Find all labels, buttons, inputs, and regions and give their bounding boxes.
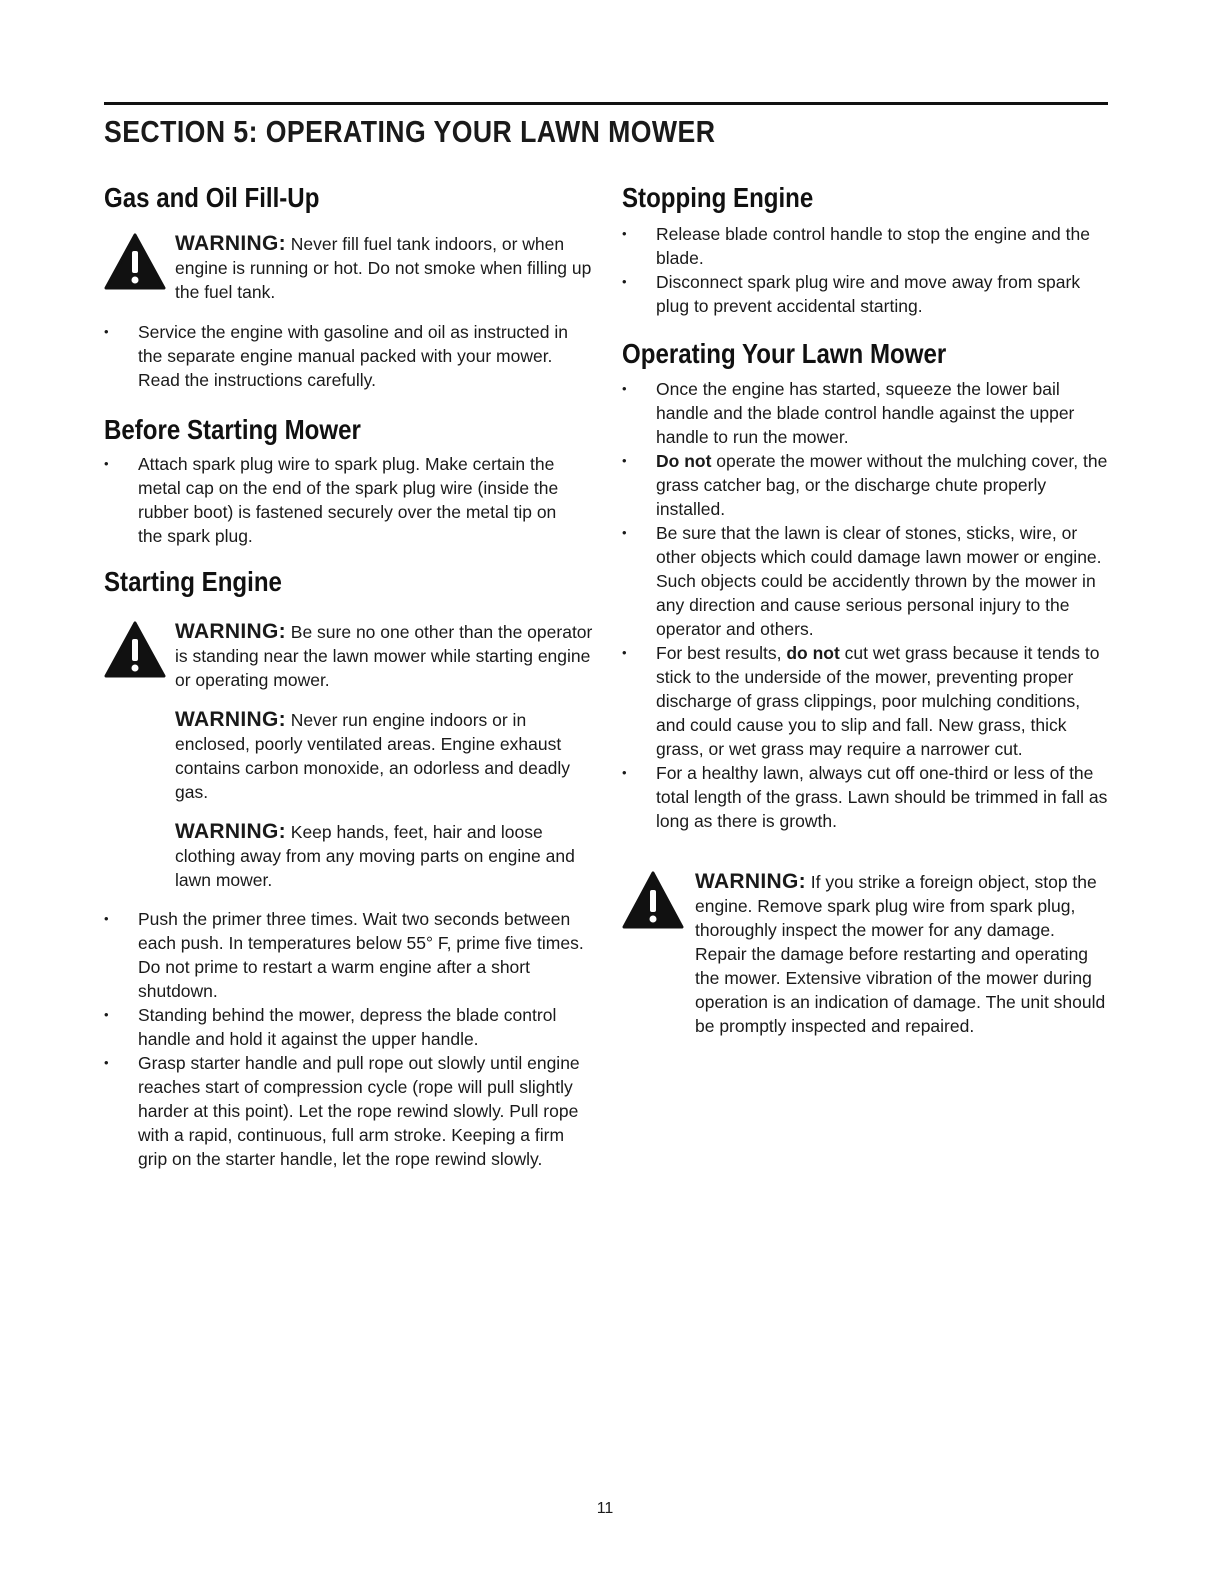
list-item: • Once the engine has started, squeeze the lower bail handle and the blade control handle against the upper handle to run the mower. [622,377,1108,449]
gas-oil-list [104,320,568,392]
warning-text: Keep hands, feet, hair and loose clothing away from any moving parts on engine and lawn mower. [175,822,575,890]
warning-label: WARNING: [175,708,286,731]
warning-triangle-icon [622,870,684,930]
starting-warning-2 [175,708,585,804]
list-item-text: cut wet grass because it tends to stick to the underside of the mower, preventing proper discharge of grass clippings, poor mulching conditions, and could cause you to slip and fall. New grass, thick grass, or wet grass may require a narrower cut. [656,643,1100,759]
gas-oil-heading: Gas and Oil Fill-Up [104,182,320,213]
operating-heading: Operating Your Lawn Mower [622,338,947,369]
operating-list [622,377,1108,833]
warning-triangle-icon [104,620,166,678]
warning-text: Never run engine indoors or in enclosed, poorly ventilated areas. Engine exhaust contains carbon monoxide, an odorless and deadly gas. [175,710,570,802]
starting-engine-heading: Starting Engine [104,566,282,597]
before-starting-heading: Before Starting Mower [104,414,361,445]
stopping-engine-list [622,222,1092,318]
warning-text: Never fill fuel tank indoors, or when engine is running or hot. Do not smoke when filling up the fuel tank. [175,234,592,302]
warning-label: WARNING: [175,620,286,643]
list-item: • Attach spark plug wire to spark plug. Make certain the metal cap on the end of the spark plug wire (inside the rubber boot) is fastened securely over the metal tip on the spark plug. [104,452,584,548]
warning-text: Be sure no one other than the operator is standing near the lawn mower while starting engine or operating mower. [175,622,593,690]
top-rule [104,102,1108,105]
list-item: • Standing behind the mower, depress the blade control handle and hold it against the upper handle. [104,1003,590,1051]
warning-label: WARNING: [175,820,286,843]
list-item [622,449,1108,521]
list-item: • Be sure that the lawn is clear of stones, sticks, wire, or other objects which could damage lawn mower or engine. Such objects could be accidently thrown by the mower in any direction and cause serious personal injury to the operator and others. [622,521,1108,641]
page-number: 11 [596,1500,614,1517]
operating-warning [695,870,1109,1038]
list-item: • Push the primer three times. Wait two seconds between each push. In temperatures below 55° F, prime five times. Do not prime to restart a warm engine after a short shutdown. [104,907,590,1003]
before-starting-list [104,452,584,548]
emphasis: Do not [656,451,712,471]
starting-warning-1 [175,620,595,692]
list-item: • Release blade control handle to stop the engine and the blade. [622,222,1092,270]
starting-warning-3 [175,820,585,892]
list-item: • Service the engine with gasoline and oil as instructed in the separate engine manual packed with your mower. Read the instructions carefully. [104,320,568,392]
starting-engine-list [104,907,590,1171]
list-item-text: For best results, [656,643,787,663]
warning-label: WARNING: [175,232,286,255]
list-item: • Disconnect spark plug wire and move away from spark plug to prevent accidental starting. [622,270,1092,318]
section-title: SECTION 5: OPERATING YOUR LAWN MOWER [104,114,716,149]
gas-oil-warning [175,232,595,304]
emphasis: do not [786,643,840,663]
list-item: • Grasp starter handle and pull rope out slowly until engine reaches start of compression cycle (rope will pull slightly harder at this point). Let the rope rewind slowly. Pull rope with a rapid, continuous, full arm stroke. Keeping a firm grip on the starter handle, let the rope rewind slowly. [104,1051,590,1171]
warning-label: WARNING: [695,870,806,893]
list-item-text: operate the mower without the mulching cover, the grass catcher bag, or the discharge chute properly installed. [656,451,1108,519]
warning-triangle-icon [104,232,166,290]
warning-text: If you strike a foreign object, stop the engine. Remove spark plug wire from spark plug, thoroughly inspect the mower for any damage. Repair the damage before restarting and operating the mower. Extensive vibration of the mower during operation is an indication of damage. The unit should be promptly inspected and repaired. [695,872,1106,1036]
stopping-engine-heading: Stopping Engine [622,182,814,213]
list-item [622,641,1108,761]
list-item: • For a healthy lawn, always cut off one-third or less of the total length of the grass. Lawn should be trimmed in fall as long as there is growth. [622,761,1108,833]
